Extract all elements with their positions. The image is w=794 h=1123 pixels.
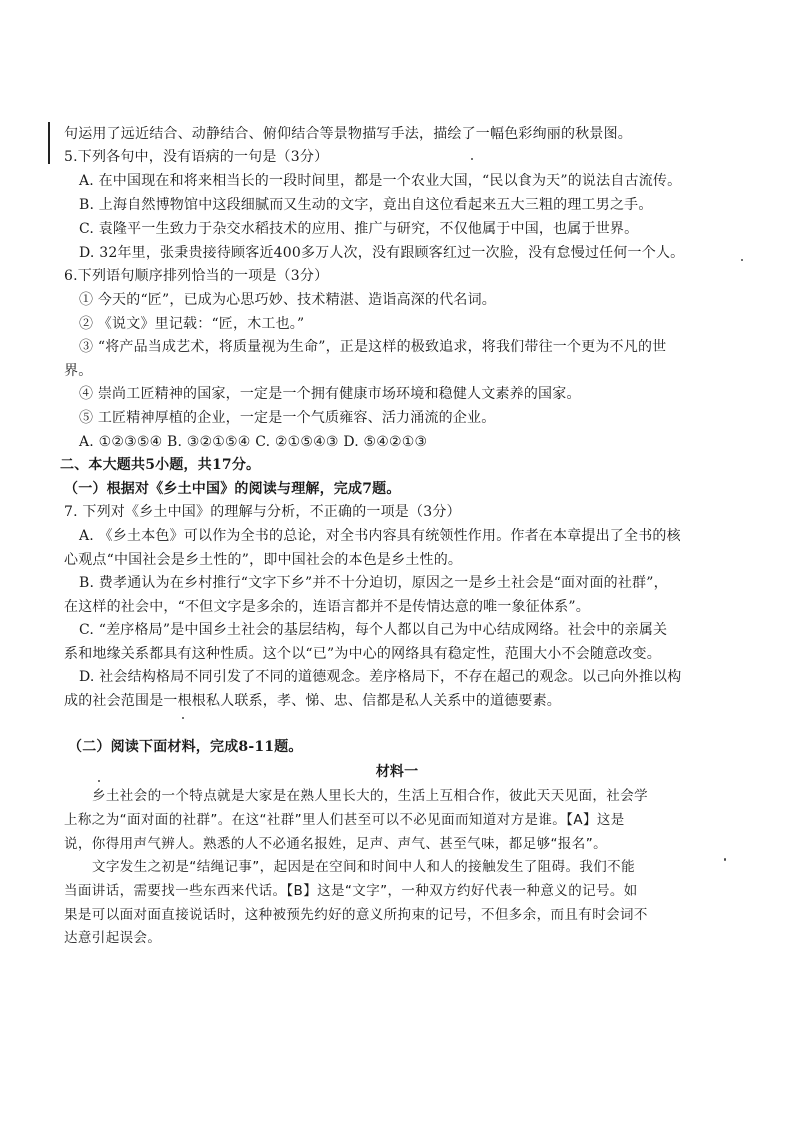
passage-line: 文字发生之初是“结绳记事”，起因是在空间和时间中人和人的接触发生了阻碍。我们不能: [92, 859, 635, 875]
question-6-stem: 6.下列语句顺序排列恰当的一项是（3分）: [64, 268, 329, 284]
passage-line: 说，你得用声气辨人。熟悉的人不必通名报姓，足声、声气、甚至气味，都足够“报名”。: [64, 836, 607, 852]
passage-line: 达意引起误会。: [64, 930, 162, 946]
margin-rule: [48, 122, 50, 164]
option-7a-cont: 心观点“中国社会是乡土性的”，即中国社会的本色是乡土性的。: [64, 552, 463, 568]
question-5-stem: 5.下列各句中，没有语病的一句是（3分）: [64, 149, 329, 165]
sentence-3: ③ “将产品当成艺术，将质量视为生命”，正是这样的极致追求，将我们带往一个更为不凡的世: [79, 339, 667, 355]
option-5a: A. 在中国现在和将来相当长的一段时间里，都是一个农业大国，“民以食为天”的说法自古流传。: [79, 173, 682, 189]
scan-speck: [182, 717, 184, 719]
text-line: 句运用了远近结合、动静结合、俯仰结合等景物描写手法，描绘了一幅色彩绚丽的秋景图。: [64, 126, 632, 142]
option-7c: C. “差序格局”是中国乡土社会的基层结构，每个人都以自己为中心结成网络。社会中的亲属关: [79, 622, 668, 638]
option-7a: A. 《乡土本色》可以作为全书的总论，对全书内容具有统领性作用。作者在本章提出了全书的核: [79, 528, 681, 544]
option-7d: D. 社会结构格局不同引发了不同的道德观念。差序格局下，不存在超己的观念。以己向外推以构: [79, 669, 682, 685]
subsection-1-heading: （一）根据对《乡土中国》的阅读与理解，完成7题。: [64, 481, 401, 497]
subsection-2-heading: （二）阅读下面材料，完成8-11题。: [68, 739, 303, 755]
option-5c: C. 袁隆平一生致力于杂交水稻技术的应用、推广与研究，不仅他属于中国，也属于世界。: [79, 221, 639, 237]
scan-speck: [471, 158, 473, 160]
sentence-5: ⑤ 工匠精神厚植的企业，一定是一个气质雍容、活力涌流的企业。: [79, 410, 496, 426]
option-7b: B. 费孝通认为在乡村推行“文字下乡”并不十分迫切，原因之一是乡土社会是“面对面的社群”，: [79, 575, 668, 591]
option-5d: D. 32年里，张秉贵接待顾客近400多万人次，没有跟顾客红过一次脸，没有怠慢过任何一个人。: [79, 245, 685, 261]
option-5b: B. 上海自然博物馆中这段细腻而又生动的文字，竟出自这位看起来五大三粗的理工男之手。: [79, 197, 653, 213]
material-1-title: 材料一: [375, 764, 419, 780]
sentence-2: ② 《说文》里记载：“匠，木工也。”: [79, 316, 305, 332]
option-7d-cont: 成的社会范围是一根根私人联系，孝、悌、忠、信都是私人关系中的道德要素。: [64, 693, 561, 709]
passage-line: 当面讲话，需要找一些东西来代话。【B】这是“文字”，一种双方约好代表一种意义的记号。如: [64, 883, 638, 899]
scan-speck: [724, 858, 726, 861]
scan-speck: [98, 780, 100, 782]
passage-line: 乡土社会的一个特点就是大家是在熟人里长大的，生活上互相合作，彼此天天见面，社会学: [92, 788, 648, 804]
options-6: A. ①②③⑤④ B. ③②①⑤④ C. ②①⑤④③ D. ⑤④②①③: [79, 434, 428, 450]
option-7c-cont: 系和地缘关系都具有这种性质。这个以“已”为中心的网络具有稳定性，范围大小不会随意改变。: [64, 646, 661, 662]
scan-speck: [741, 259, 743, 261]
option-7b-cont: 在这样的社会中，“不但文字是多余的，连语言都并不是传情达意的唯一象征体系”。: [64, 599, 590, 615]
sentence-1: ① 今天的“匠”，已成为心思巧妙、技术精湛、造诣高深的代名词。: [79, 292, 496, 308]
section-2-heading: 二、本大题共5小题，共17分。: [60, 457, 261, 473]
question-7-stem: 7. 下列对《乡土中国》的理解与分析，不正确的一项是（3分）: [64, 504, 461, 520]
passage-line: 上称之为“面对面的社群”。在这“社群”里人们甚至可以不必见面而知道对方是谁。【A】这是: [64, 812, 625, 828]
sentence-4: ④ 崇尚工匠精神的国家，一定是一个拥有健康市场环境和稳健人文素养的国家。: [79, 386, 581, 402]
sentence-3-cont: 界。: [64, 363, 93, 379]
passage-line: 果是可以面对面直接说话时，这种被预先约好的意义所拘束的记号，不但多余，而且有时会词不: [64, 907, 648, 923]
